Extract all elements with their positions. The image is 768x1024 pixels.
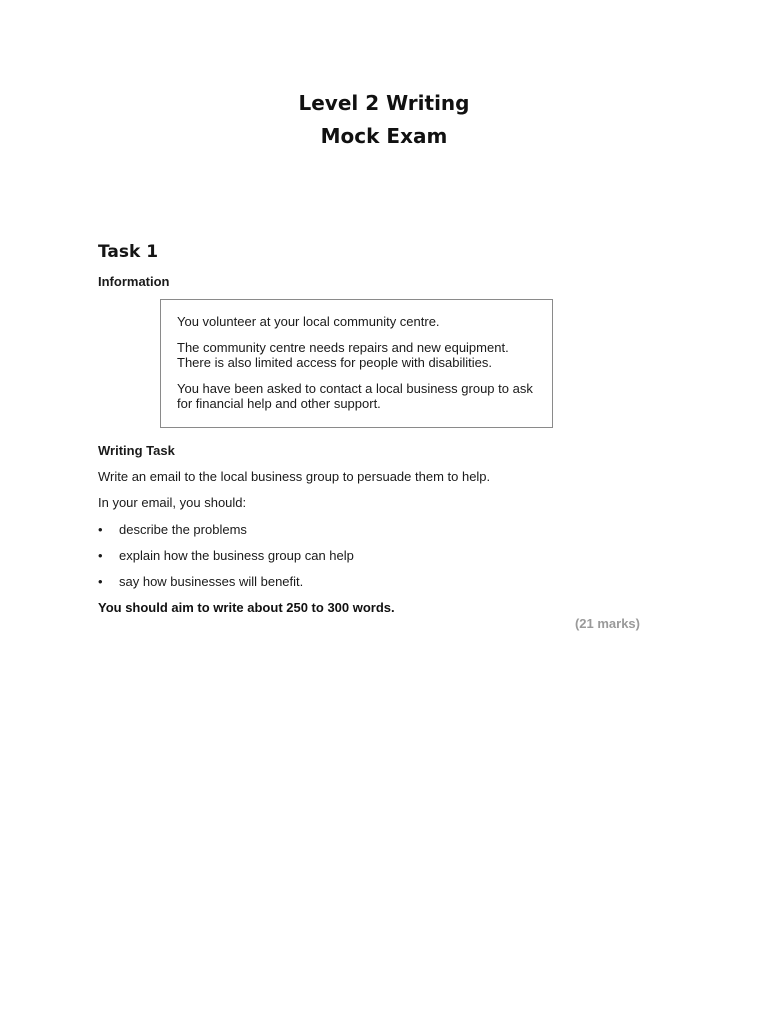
bullet-text: explain how the business group can help bbox=[119, 548, 354, 563]
bullet-item bbox=[98, 548, 354, 563]
bullet-item bbox=[98, 522, 247, 537]
information-label: Information bbox=[98, 274, 170, 289]
bullet-text: describe the problems bbox=[119, 522, 247, 537]
bullet-icon: • bbox=[98, 574, 103, 589]
information-line-5: for financial help and other support. bbox=[177, 396, 381, 411]
bullet-icon: • bbox=[98, 522, 103, 537]
writing-task-label: Writing Task bbox=[98, 443, 175, 458]
information-line-1: You volunteer at your local community centre. bbox=[177, 314, 440, 329]
email-lead-in: In your email, you should: bbox=[98, 495, 247, 510]
writing-instruction: Write an email to the local business group to persuade them to help. bbox=[98, 469, 491, 484]
information-paragraph-1 bbox=[177, 314, 536, 329]
information-box bbox=[160, 299, 553, 428]
bullet-icon: • bbox=[98, 548, 103, 563]
information-line-2: The community centre needs repairs and new equipment. bbox=[177, 340, 509, 355]
page-title bbox=[0, 87, 768, 153]
information-line-4: You have been asked to contact a local business group to ask bbox=[177, 381, 533, 396]
information-paragraph-2 bbox=[177, 340, 536, 370]
bullet-item bbox=[98, 574, 303, 589]
word-count-aim: You should aim to write about 250 to 300 words. bbox=[98, 600, 395, 615]
marks-label: (21 marks) bbox=[574, 616, 640, 631]
title-line-mock-exam: Mock Exam bbox=[320, 124, 448, 148]
bullet-text: say how businesses will benefit. bbox=[119, 574, 304, 589]
information-line-3: There is also limited access for people with disabilities. bbox=[177, 355, 493, 370]
title-line-level: Level 2 Writing bbox=[298, 91, 470, 115]
task-heading: Task 1 bbox=[98, 242, 159, 262]
information-paragraph-3 bbox=[177, 381, 536, 411]
